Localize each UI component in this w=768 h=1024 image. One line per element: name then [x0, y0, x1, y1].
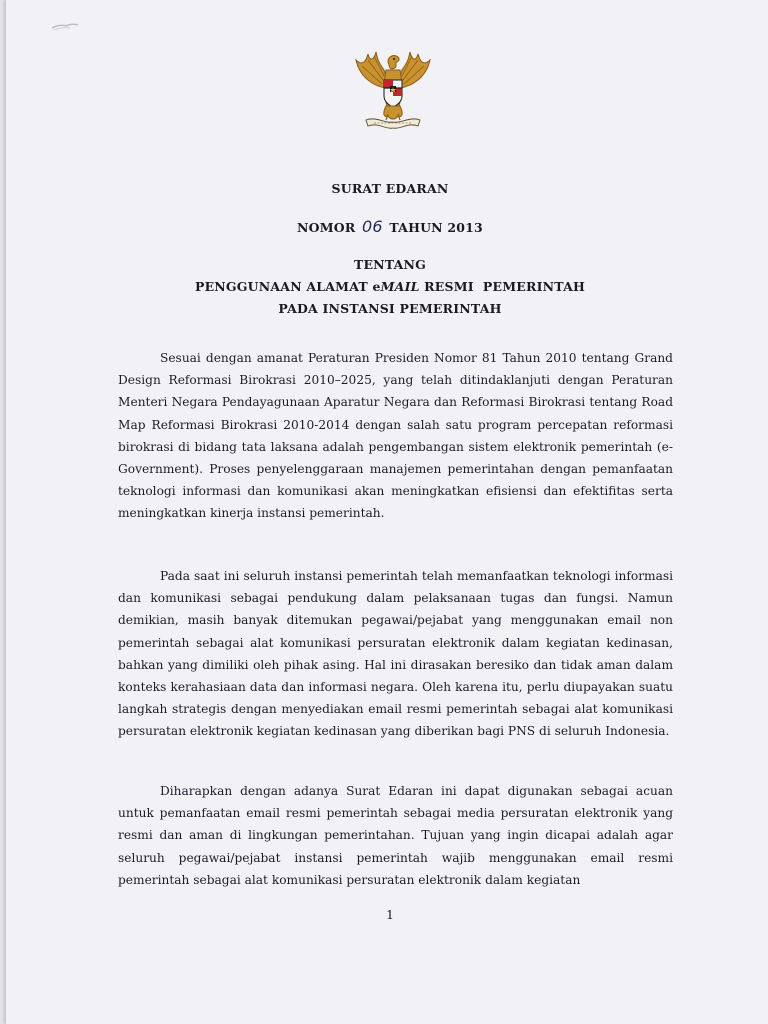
page-number: 1	[386, 907, 394, 922]
document-subject-line2: PADA INSTANSI PEMERINTAH	[278, 301, 502, 316]
document-subject-line1	[6, 279, 768, 294]
document-page	[6, 0, 768, 1024]
document-about-label: TENTANG	[353, 257, 427, 272]
subject-part1: PENGGUNAAN ALAMAT e	[194, 279, 381, 294]
document-title: SURAT EDARAN	[331, 181, 449, 196]
number-suffix: TAHUN 2013	[389, 220, 483, 235]
subject-part2: RESMI PEMERINTAH	[419, 279, 585, 294]
number-prefix: NOMOR	[297, 220, 356, 235]
garuda-pancasila-emblem-icon	[346, 44, 440, 134]
body-paragraph: Pada saat ini seluruh instansi pemerintah telah memanfaatkan teknologi informasi dan komunikasi sebagai pendukung dalam pelaksanaan tugas dan fungsi. Namun demikian, masih banyak ditemukan pegawai/pejabat yang menggunakan email non pemerintah sebagai alat komunikasi persuratan elektronik dalam kegiatan kedinasan, bahkan yang dimiliki oleh pihak asing. Hal ini dirasakan beresiko dan tidak aman dalam konteks kerahasiaan data dan informasi negara. Oleh karena itu, perlu diupayakan suatu langkah strategis dengan menyediakan email resmi pemerintah sebagai alat komunikasi persuratan elektronik kegiatan kedinasan yang diberikan bagi PNS di seluruh Indonesia.	[118, 569, 673, 739]
paper-fold-mark	[50, 20, 80, 32]
document-number	[6, 217, 768, 236]
body-paragraph: Sesuai dengan amanat Peraturan Presiden Nomor 81 Tahun 2010 tentang Grand Design Reformasi Birokrasi 2010–2025, yang telah ditindaklanjuti dengan Peraturan Menteri Negara Pendayagunaan Aparatur Negara dan Reformasi Birokrasi tentang Road Map Reformasi Birokrasi 2010-2014 dengan salah satu program percepatan reformasi birokrasi di bidang tata laksana adalah pengembangan sistem elektronik pemerintah (e-Government). Proses penyelenggaraan manajemen pemerintahan dengan pemanfaatan teknologi informasi dan komunikasi akan meningkatkan efisiensi dan efektifitas serta meningkatkan kinerja instansi pemerintah.	[118, 351, 673, 521]
handwritten-number: 06	[362, 217, 383, 236]
body-paragraph: Diharapkan dengan adanya Surat Edaran ini dapat digunakan sebagai acuan untuk pemanfaatan email resmi pemerintah sebagai media persuratan elektronik yang resmi dan aman di lingkungan pemerintahan. Tujuan yang ingin dicapai adalah agar seluruh pegawai/pejabat instansi pemerintah wajib menggunakan email resmi pemerintah sebagai alat komunikasi persuratan elektronik dalam kegiatan	[118, 784, 673, 887]
subject-part-italic: MAIL	[380, 279, 420, 294]
